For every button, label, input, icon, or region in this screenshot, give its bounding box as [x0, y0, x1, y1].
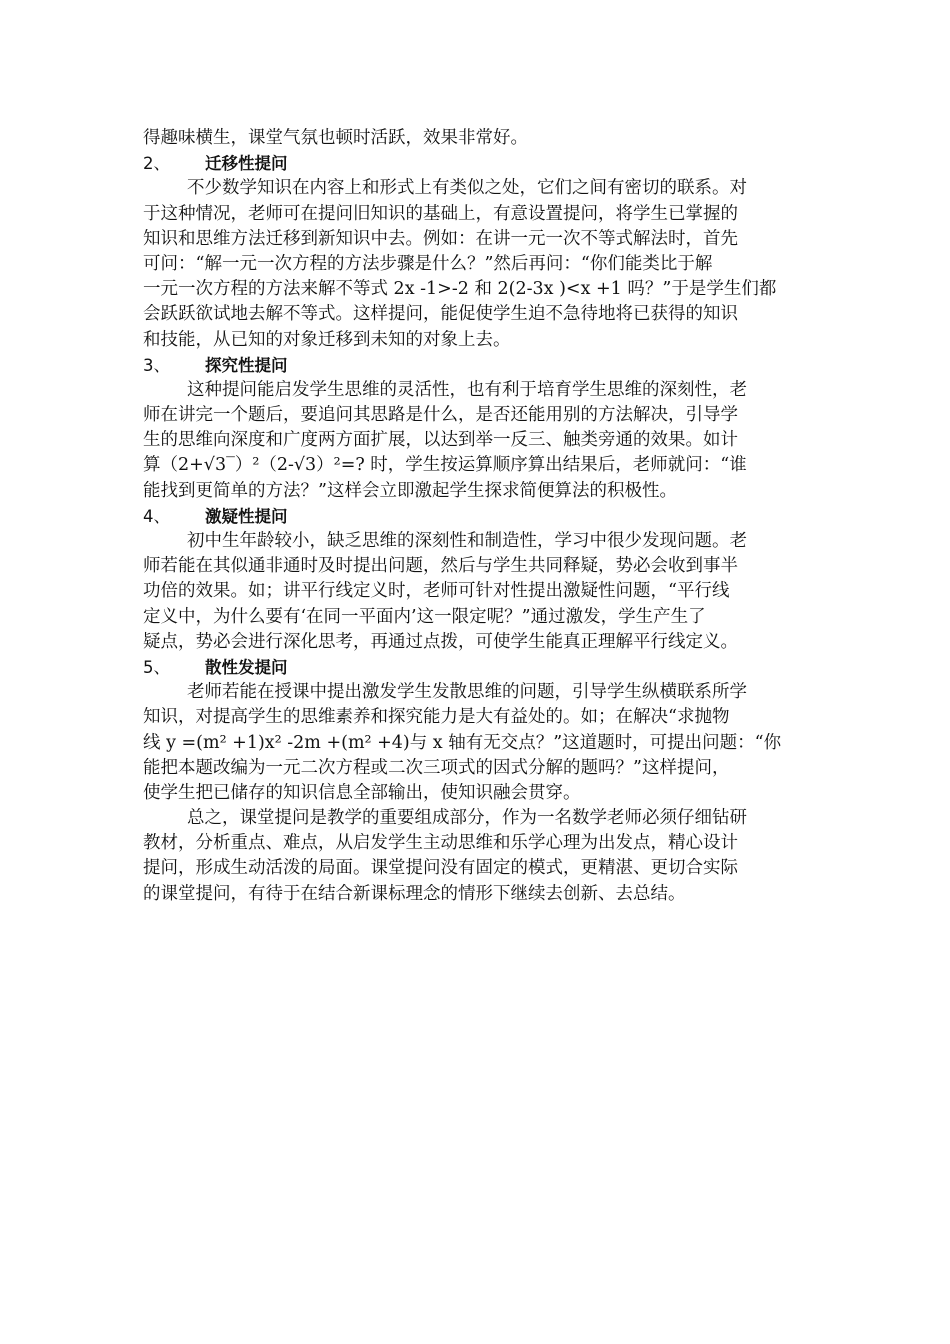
- section-heading: [143, 353, 808, 378]
- paragraph-line: [143, 680, 808, 705]
- paragraph-line: 能找到更简单的方法？”这样会立即激起学生探求简便算法的积极性。: [143, 480, 677, 501]
- paragraph-line: 于这种情况，老师可在提问旧知识的基础上，有意设置提问，将学生已掌握的: [143, 203, 738, 224]
- section-title: 迁移性提问: [205, 154, 288, 174]
- paragraph-line: [143, 176, 808, 201]
- section-number: 4、: [143, 506, 170, 526]
- paragraph-line: 教材，分析重点、难点，从启发学生主动思维和乐学心理为出发点，精心设计: [143, 833, 738, 854]
- section-heading: [143, 151, 808, 176]
- paragraph-line: 功倍的效果。如；讲平行线定义时，老师可针对性提出激疑性问题，“平行线: [143, 581, 730, 602]
- paragraph-line: 提问，形成生动活泼的局面。课堂提问没有固定的模式，更精湛、更切合实际: [143, 858, 738, 879]
- paragraph-line: 一元一次方程的方法来解不等式 2x -1>-2 和 2(2-3x )<x +1 吗？”于是学生们都: [143, 279, 777, 300]
- section-number: 5、: [143, 657, 170, 677]
- line-text: 不少数学知识在内容上和形式上有类似之处，它们之间有密切的联系。对: [187, 178, 747, 199]
- paragraph-line: 的课堂提问，有待于在结合新课标理念的情形下继续去创新、去总结。: [143, 883, 686, 904]
- paragraph-line: 知识，对提高学生的思维素养和探究能力是大有益处的。如；在解决“求抛物: [143, 707, 730, 728]
- section-title: 探究性提问: [205, 355, 288, 375]
- paragraph-line: 能把本题改编为一元二次方程或二次三项式的因式分解的题吗？”这样提问，: [143, 757, 730, 778]
- paragraph-line: 线 y =(m² +1)x² -2m +(m² +4)与 x 轴有无交点？”这道题时，可提出问题：“你: [143, 732, 782, 753]
- line-text: 这种提问能启发学生思维的灵活性，也有利于培育学生思维的深刻性，老: [187, 379, 747, 400]
- section-heading: [143, 504, 808, 529]
- line-text: 老师若能在授课中提出激发学生发散思维的问题，引导学生纵横联系所学: [187, 682, 747, 703]
- section-heading: [143, 655, 808, 680]
- section-title: 散性发提问: [205, 657, 288, 677]
- section-number: 2、: [143, 154, 170, 174]
- paragraph-line: 会跃跃欲试地去解不等式。这样提问，能促使学生迫不急待地将已获得的知识: [143, 304, 738, 325]
- paragraph-line: 使学生把已储存的知识信息全部输出，使知识融会贯穿。: [143, 782, 581, 803]
- paragraph-line: 可问：“解一元一次方程的方法步骤是什么？”然后再问：“你们能类比于解: [143, 253, 713, 274]
- line-text: 初中生年龄较小，缺乏思维的深刻性和制造性，学习中很少发现问题。老: [187, 531, 747, 551]
- paragraph-line: 生的思维向深度和广度两方面扩展，以达到举一反三、触类旁通的效果。如计: [143, 430, 738, 451]
- line-text: 总之，课堂提问是教学的重要组成部分，作为一名数学老师必须仔细钻研: [187, 808, 747, 829]
- paragraph-line: 得趣味横生，课堂气氛也顿时活跃，效果非常好。: [143, 128, 528, 148]
- paragraph-line: 师若能在其似通非通时及时提出问题，然后与学生共同释疑，势必会收到事半: [143, 556, 738, 577]
- paragraph-line: 定义中，为什么要有‘在同一平面内’这一限定呢？”通过激发，学生产生了: [143, 606, 706, 627]
- section-title: 激疑性提问: [205, 506, 288, 526]
- paragraph-line: [143, 529, 808, 554]
- paragraph-line: 算（2+√3‾）²（2-√3）²=? 时，学生按运算顺序算出结果后，老师就问：“谁: [143, 455, 747, 476]
- section-number: 3、: [143, 355, 170, 375]
- paragraph-line: 师在讲完一个题后，要追问其思路是什么，是否还能用别的方法解决，引导学: [143, 405, 738, 426]
- paragraph-line: 疑点，势必会进行深化思考，再通过点拨，可使学生能真正理解平行线定义。: [143, 631, 738, 652]
- document-body: [143, 126, 808, 907]
- paragraph-line: 和技能，从已知的对象迁移到未知的对象上去。: [143, 329, 511, 350]
- paragraph-line: [143, 378, 808, 403]
- paragraph-line: 知识和思维方法迁移到新知识中去。例如：在讲一元一次不等式解法时，首先: [143, 228, 738, 249]
- paragraph-line: [143, 806, 808, 831]
